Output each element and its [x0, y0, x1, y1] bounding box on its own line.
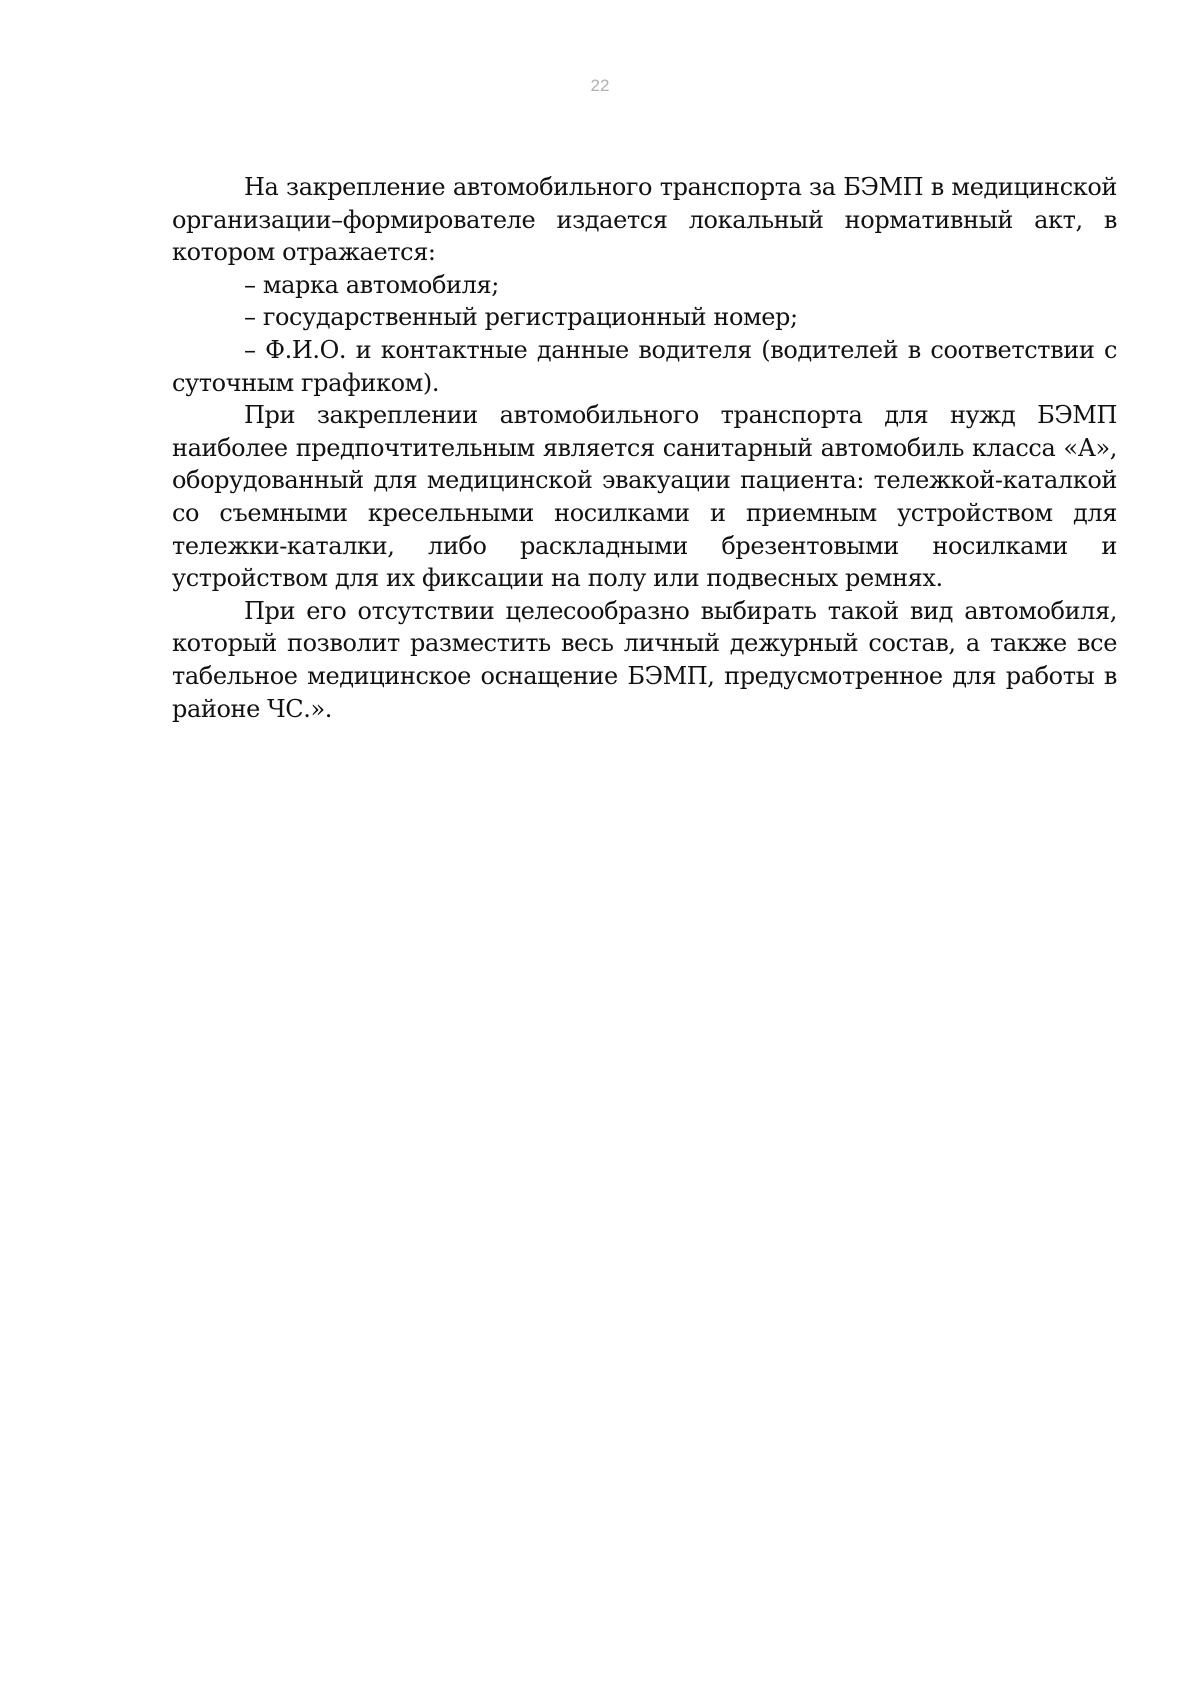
list-item-brand: – марка автомобиля; [244, 270, 499, 299]
page-number: 22 [590, 76, 610, 95]
list-item-driver-contacts: – Ф.И.О. и контактные данные водителя (водителей в соответствии с суточным графиком). [172, 335, 1117, 397]
list-item-registration-number: – государственный регистрационный номер; [244, 303, 798, 332]
paragraph-vehicle-preference: При закреплении автомобильного транспорта для нужд БЭМП наиболее предпочтительным является санитарный автомобиль класса «А», оборудованный для медицинской эвакуации пациента: тележкой-каталкой со съемными кресельными носилками и приемным устройством для тележки-каталки, либо раскладными брезентовыми носилками и устройством для их фиксации на полу или подвесных ремнях. [172, 401, 1117, 593]
paragraph-vehicle-alternative: При его отсутствии целесообразно выбирать такой вид автомобиля, который позволит разместить весь личный дежурный состав, а также все табельное медицинское оснащение БЭМП, предусмотренное для работы в районе ЧС.». [172, 596, 1117, 723]
document-body [172, 171, 1117, 725]
paragraph-intro: На закрепление автомобильного транспорта за БЭМП в медицинской организации–формирователе издается локальный нормативный акт, в котором отражается: [172, 173, 1117, 267]
